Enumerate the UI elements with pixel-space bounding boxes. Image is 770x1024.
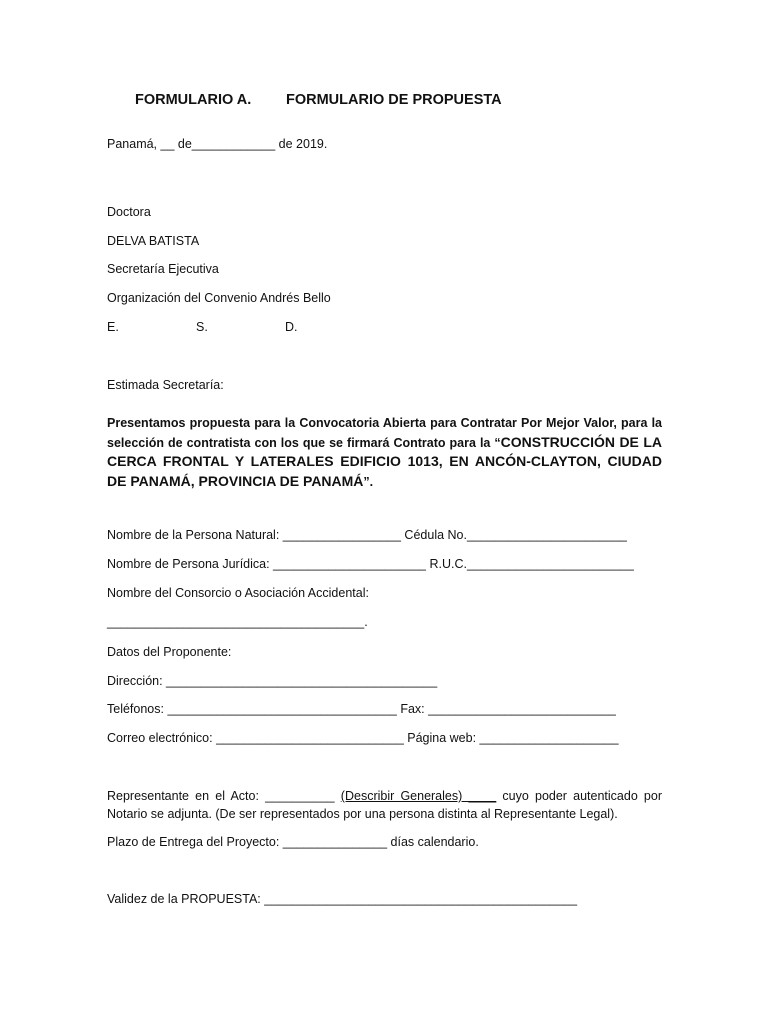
- consortium-blank: _____________________________________.: [107, 615, 368, 629]
- intro-closing: ”.: [363, 474, 374, 489]
- form-label: FORMULARIO A.: [135, 92, 252, 108]
- delivery-term-field: Plazo de Entrega del Proyecto: _______________ días calendario.: [107, 835, 479, 849]
- email-field: Correo electrónico: ___________________________ Página web: ____________________: [107, 731, 619, 745]
- form-title: FORMULARIO DE PROPUESTA: [286, 92, 502, 108]
- intro-paragraph: [107, 414, 662, 491]
- juridical-person-field: Nombre de Persona Jurídica: ______________________ R.U.C.________________________: [107, 557, 634, 571]
- representative-rest: cuyo poder autenticado por Notario se adjunta. (De ser representados por una persona distinta al Representante Legal).: [107, 789, 663, 821]
- consortium-label: Nombre del Consorcio o Asociación Accidental:: [107, 586, 369, 600]
- esd-s: S.: [196, 320, 208, 334]
- representative-label: Representante en el Acto: __________: [107, 789, 341, 803]
- address-field: Dirección: _______________________________________: [107, 674, 438, 688]
- greeting: Estimada Secretaría:: [107, 378, 224, 392]
- addressee-title: Doctora: [107, 205, 151, 219]
- addressee-organization: Organización del Convenio Andrés Bello: [107, 291, 331, 305]
- representative-paragraph: [107, 787, 662, 823]
- proposal-validity-field: Validez de la PROPUESTA: _____________________________________________: [107, 892, 578, 906]
- date-line: Panamá, __ de____________ de 2019.: [107, 137, 328, 151]
- addressee-position: Secretaría Ejecutiva: [107, 262, 219, 276]
- representative-generals: (Describir Generales) ____: [340, 789, 497, 803]
- project-name: CONSTRUCCIÓN DE LA CERCA FRONTAL Y LATERALES EDIFICIO 1013, EN ANCÓN-CLAYTON, CIUDAD DE PANAMÁ, PROVINCIA DE PANAMÁ: [107, 433, 662, 489]
- addressee-name: DELVA BATISTA: [107, 234, 200, 248]
- intro-text: Presentamos propuesta para la Convocatoria Abierta para Contratar Por Mejor Valor, para la selección de contratista con los que se firmará Contrato para la “: [107, 416, 662, 450]
- proponent-data-label: Datos del Proponente:: [107, 645, 232, 659]
- esd-d: D.: [285, 320, 298, 334]
- natural-person-field: Nombre de la Persona Natural: _________________ Cédula No._______________________: [107, 528, 627, 542]
- esd-e: E.: [107, 320, 119, 334]
- phones-field: Teléfonos: _________________________________ Fax: ___________________________: [107, 702, 616, 716]
